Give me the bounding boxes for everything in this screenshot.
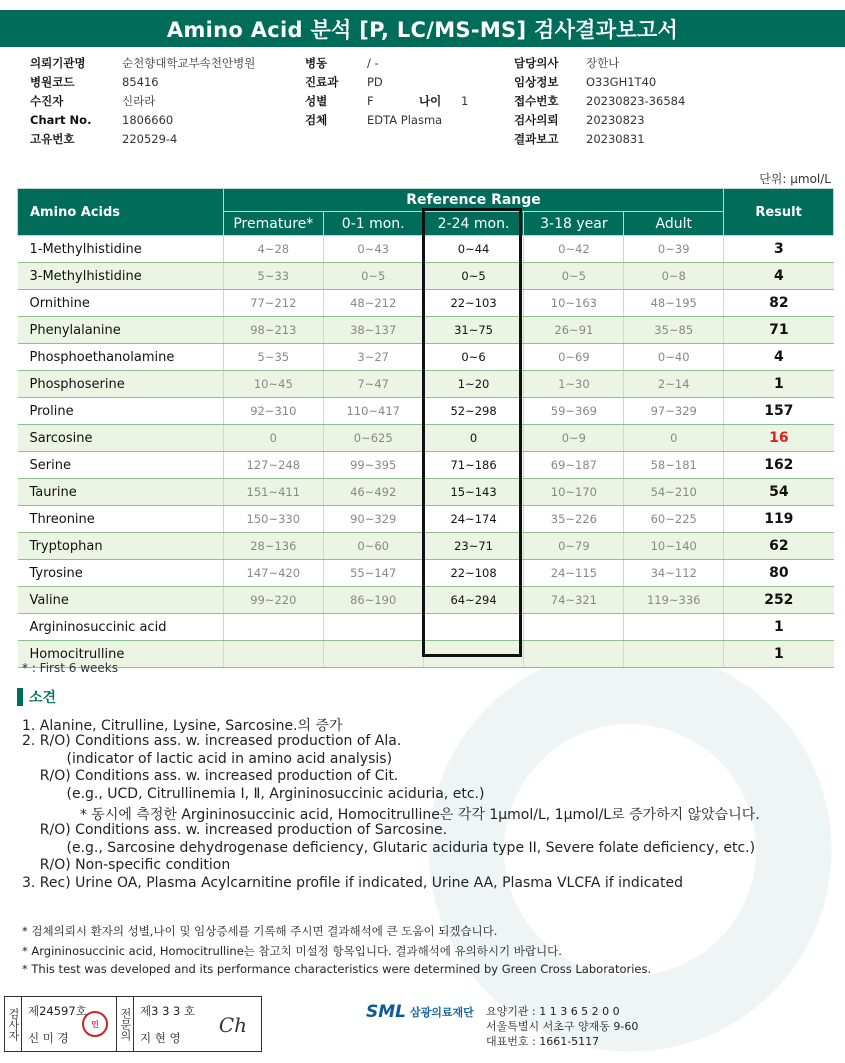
result-cell: 16 bbox=[724, 425, 834, 452]
section-title: 소견 bbox=[29, 690, 57, 706]
org-line: 서울특별시 서초구 양재동 9-60 bbox=[486, 1020, 639, 1033]
table-row bbox=[18, 533, 834, 560]
org-logo bbox=[366, 1002, 474, 1022]
table-row bbox=[18, 560, 834, 587]
reference-range-cell: 48~212 bbox=[323, 290, 423, 317]
note-line: 1. Alanine, Citrulline, Lysine, Sarcosine.의 증가 bbox=[22, 718, 343, 734]
reference-range-cell: 22~108 bbox=[423, 560, 524, 587]
note-line: R/O) Conditions ass. w. increased production of Sarcosine. bbox=[22, 821, 448, 838]
reference-range-cell: 0 bbox=[223, 425, 323, 452]
reference-range-cell: 69~187 bbox=[524, 452, 624, 479]
reference-range-cell: 0~5 bbox=[524, 263, 624, 290]
reference-range-cell: 3~27 bbox=[323, 344, 423, 371]
reference-range-cell: 52~298 bbox=[423, 398, 524, 425]
label: 검체 bbox=[305, 113, 328, 127]
reference-range-cell: 0~8 bbox=[624, 263, 724, 290]
value: 20230823 bbox=[586, 113, 645, 127]
footer-note-line: * 검체의뢰시 환자의 성별,나이 및 임상증세를 기록해 주시면 결과해석에 큰 도움이 되겠습니다. bbox=[22, 924, 498, 938]
value: 20230831 bbox=[586, 132, 645, 146]
amino-acid-name: Tryptophan bbox=[18, 533, 224, 560]
reference-range-cell: 55~147 bbox=[323, 560, 423, 587]
note-line: (e.g., UCD, Citrullinemia Ⅰ, Ⅱ, Argininosuccinic aciduria, etc.) bbox=[22, 786, 485, 803]
reference-range-cell: 15~143 bbox=[423, 479, 524, 506]
reference-range-cell: 0~39 bbox=[624, 236, 724, 263]
value: 85416 bbox=[122, 75, 159, 89]
patient-info-col3 bbox=[514, 55, 685, 150]
age-label: 나이 bbox=[419, 94, 442, 108]
examiner-id: 제24597호 bbox=[28, 1003, 87, 1018]
reference-range-cell: 71~186 bbox=[423, 452, 524, 479]
reference-range-cell: 5~33 bbox=[223, 263, 323, 290]
value: 순천향대학교부속천안병원 bbox=[122, 56, 256, 70]
result-cell: 62 bbox=[724, 533, 834, 560]
reference-range-cell: 127~248 bbox=[223, 452, 323, 479]
note-line: (indicator of lactic acid in amino acid analysis) bbox=[22, 750, 393, 767]
value: PD bbox=[367, 75, 383, 89]
table-row bbox=[18, 452, 834, 479]
reference-range-cell: 77~212 bbox=[223, 290, 323, 317]
result-cell: 162 bbox=[724, 452, 834, 479]
reference-range-cell: 64~294 bbox=[423, 587, 524, 614]
patient-info-col2 bbox=[305, 55, 468, 131]
reference-range-cell: 10~45 bbox=[223, 371, 323, 398]
result-cell: 252 bbox=[724, 587, 834, 614]
label: 진료과 bbox=[305, 75, 339, 89]
footer-notes bbox=[22, 923, 651, 982]
reference-range-cell bbox=[624, 641, 724, 668]
reference-range-cell: 54~210 bbox=[624, 479, 724, 506]
note-line: 2. R/O) Conditions ass. w. increased production of Ala. bbox=[22, 732, 402, 749]
logo-mark: SML bbox=[366, 1002, 406, 1022]
result-cell: 157 bbox=[724, 398, 834, 425]
reference-range-cell: 35~85 bbox=[624, 317, 724, 344]
note-line: R/O) Conditions ass. w. increased production of Cit. bbox=[22, 768, 399, 785]
value: 20230823-36584 bbox=[586, 94, 686, 108]
reference-range-cell: 4~28 bbox=[223, 236, 323, 263]
reference-range-cell: 1~20 bbox=[423, 371, 524, 398]
report-title: Amino Acid 분석 [P, LC/MS-MS] 검사결과보고서 bbox=[0, 10, 845, 47]
col-amino-acids: Amino Acids bbox=[18, 189, 224, 236]
result-cell: 80 bbox=[724, 560, 834, 587]
reference-range-cell: 99~220 bbox=[223, 587, 323, 614]
amino-acid-name: Tyrosine bbox=[18, 560, 224, 587]
reference-range-cell bbox=[223, 641, 323, 668]
value: O33GH1T40 bbox=[586, 75, 657, 89]
interpretation-notes bbox=[22, 715, 760, 893]
reference-range-cell: 97~329 bbox=[624, 398, 724, 425]
amino-acid-name: Serine bbox=[18, 452, 224, 479]
unit-label: 단위: μmol/L bbox=[759, 172, 831, 186]
result-cell: 1 bbox=[724, 641, 834, 668]
reference-range-cell: 90~329 bbox=[323, 506, 423, 533]
label: 임상정보 bbox=[514, 75, 559, 89]
reference-range-cell: 119~336 bbox=[624, 587, 724, 614]
col-result: Result bbox=[724, 189, 834, 236]
reference-range-cell: 10~140 bbox=[624, 533, 724, 560]
table-row bbox=[18, 317, 834, 344]
table-row bbox=[18, 614, 834, 641]
value: / - bbox=[367, 56, 379, 70]
amino-acid-name: Phosphoethanolamine bbox=[18, 344, 224, 371]
specialist-cell bbox=[134, 997, 261, 1051]
result-cell: 4 bbox=[724, 263, 834, 290]
reference-range-cell: 110~417 bbox=[323, 398, 423, 425]
result-cell: 1 bbox=[724, 614, 834, 641]
amino-acid-name: Sarcosine bbox=[18, 425, 224, 452]
reference-range-cell: 98~213 bbox=[223, 317, 323, 344]
table-row bbox=[18, 398, 834, 425]
seal-icon: 인 bbox=[82, 1011, 108, 1037]
label: 성별 bbox=[305, 94, 328, 108]
org-line: 요양기관 : 1 1 3 6 5 2 0 0 bbox=[486, 1005, 620, 1018]
label: 병원코드 bbox=[30, 75, 75, 89]
value: 신라라 bbox=[122, 94, 156, 108]
reference-range-cell: 0~40 bbox=[624, 344, 724, 371]
amino-acid-name: Threonine bbox=[18, 506, 224, 533]
label: 고유번호 bbox=[30, 132, 75, 146]
table-row bbox=[18, 641, 834, 668]
reference-range-cell: 5~35 bbox=[223, 344, 323, 371]
sub-header: Premature* bbox=[223, 212, 323, 236]
label: 결과보고 bbox=[514, 132, 559, 146]
signature-area bbox=[0, 996, 845, 1056]
amino-acid-name: Taurine bbox=[18, 479, 224, 506]
reference-range-cell: 0~625 bbox=[323, 425, 423, 452]
reference-range-cell: 34~112 bbox=[624, 560, 724, 587]
reference-range-cell bbox=[323, 641, 423, 668]
reference-range-cell: 0~5 bbox=[423, 263, 524, 290]
sub-header: 0-1 mon. bbox=[323, 212, 423, 236]
reference-range-cell: 24~174 bbox=[423, 506, 524, 533]
label: 접수번호 bbox=[514, 94, 559, 108]
specialist-id: 제3 3 3 호 bbox=[140, 1003, 196, 1018]
table-row bbox=[18, 506, 834, 533]
reference-range-cell: 151~411 bbox=[223, 479, 323, 506]
reference-range-cell: 1~30 bbox=[524, 371, 624, 398]
label: 병동 bbox=[305, 56, 328, 70]
reference-range-cell: 150~330 bbox=[223, 506, 323, 533]
amino-acid-name: Phosphoserine bbox=[18, 371, 224, 398]
amino-acid-name: Valine bbox=[18, 587, 224, 614]
reference-range-cell: 48~195 bbox=[624, 290, 724, 317]
reference-range-cell: 74~321 bbox=[524, 587, 624, 614]
org-info bbox=[486, 1004, 638, 1049]
reference-range-cell: 92~310 bbox=[223, 398, 323, 425]
patient-info-col1 bbox=[30, 55, 255, 150]
table-row bbox=[18, 290, 834, 317]
specialist-name: 지 현 영 bbox=[140, 1030, 181, 1045]
reference-range-cell: 0~6 bbox=[423, 344, 524, 371]
label: 의뢰기관명 bbox=[30, 56, 86, 70]
reference-range-cell: 28~136 bbox=[223, 533, 323, 560]
table-row bbox=[18, 344, 834, 371]
examiner-cell bbox=[22, 997, 117, 1051]
note-line: (e.g., Sarcosine dehydrogenase deficiency, Glutaric aciduria type II, Severe folate deficiency, etc.) bbox=[22, 839, 756, 856]
signature-mark: Ch bbox=[218, 1013, 247, 1037]
examiner-name: 신 미 경 bbox=[28, 1030, 69, 1045]
value: F bbox=[367, 94, 374, 108]
amino-acid-name: Proline bbox=[18, 398, 224, 425]
reference-range-cell: 10~163 bbox=[524, 290, 624, 317]
reference-range-cell: 58~181 bbox=[624, 452, 724, 479]
reference-range-cell: 86~190 bbox=[323, 587, 423, 614]
reference-range-cell bbox=[524, 641, 624, 668]
reference-range-cell: 0~44 bbox=[423, 236, 524, 263]
note-line: * 동시에 측정한 Argininosuccinic acid, Homocitrulline은 각각 1μmol/L, 1μmol/L로 증가하지 않았습니다. bbox=[22, 806, 760, 823]
footer-note-line: * Argininosuccinic acid, Homocitrulline는 참고치 미설정 항목입니다. 결과해석에 유의하시기 바랍니다. bbox=[22, 943, 562, 958]
reference-range-cell: 35~226 bbox=[524, 506, 624, 533]
value: 1806660 bbox=[122, 113, 174, 127]
value: 220529-4 bbox=[122, 132, 178, 146]
value: EDTA Plasma bbox=[367, 113, 443, 127]
section-bar bbox=[17, 688, 23, 706]
label: 수진자 bbox=[30, 94, 64, 108]
reference-range-cell: 22~103 bbox=[423, 290, 524, 317]
reference-range-cell: 46~492 bbox=[323, 479, 423, 506]
age-value: 1 bbox=[461, 94, 469, 108]
amino-acid-name: 1-Methylhistidine bbox=[18, 236, 224, 263]
reference-range-cell: 147~420 bbox=[223, 560, 323, 587]
reference-range-cell bbox=[624, 614, 724, 641]
reference-range-cell: 0~79 bbox=[524, 533, 624, 560]
specialist-label: 전문의 bbox=[117, 997, 134, 1051]
reference-range-cell bbox=[223, 614, 323, 641]
table-row bbox=[18, 371, 834, 398]
result-cell: 119 bbox=[724, 506, 834, 533]
sub-header: 3-18 year bbox=[524, 212, 624, 236]
result-cell: 54 bbox=[724, 479, 834, 506]
amino-acid-name: 3-Methylhistidine bbox=[18, 263, 224, 290]
examiner-label: 검사자 bbox=[5, 997, 22, 1051]
amino-acid-table bbox=[17, 188, 834, 668]
result-cell: 3 bbox=[724, 236, 834, 263]
amino-acid-name: Phenylalanine bbox=[18, 317, 224, 344]
footer-note-line: * This test was developed and its performance characteristics were determined by Green Cross Laboratories. bbox=[22, 962, 652, 976]
amino-acid-name: Argininosuccinic acid bbox=[18, 614, 224, 641]
reference-range-cell: 10~170 bbox=[524, 479, 624, 506]
reference-range-cell: 99~395 bbox=[323, 452, 423, 479]
reference-range-cell: 59~369 bbox=[524, 398, 624, 425]
reference-range-cell bbox=[423, 641, 524, 668]
reference-range-cell: 0 bbox=[423, 425, 524, 452]
reference-range-cell: 24~115 bbox=[524, 560, 624, 587]
sub-header: Adult bbox=[624, 212, 724, 236]
table-row bbox=[18, 263, 834, 290]
reference-range-cell: 31~75 bbox=[423, 317, 524, 344]
reference-range-cell: 0~60 bbox=[323, 533, 423, 560]
label: 담당의사 bbox=[514, 56, 559, 70]
result-cell: 71 bbox=[724, 317, 834, 344]
org-line: 대표번호 : 1661-5117 bbox=[486, 1035, 600, 1048]
result-cell: 1 bbox=[724, 371, 834, 398]
sub-header: 2-24 mon. bbox=[423, 212, 524, 236]
value: 장한나 bbox=[586, 56, 620, 70]
label: 검사의뢰 bbox=[514, 113, 559, 127]
premature-footnote: * : First 6 weeks bbox=[22, 661, 118, 675]
reference-range-cell: 0 bbox=[624, 425, 724, 452]
reference-range-cell: 0~42 bbox=[524, 236, 624, 263]
reference-range-cell: 0~43 bbox=[323, 236, 423, 263]
label: Chart No. bbox=[30, 113, 92, 127]
note-line: 3. Rec) Urine OA, Plasma Acylcarnitine profile if indicated, Urine AA, Plasma VLCFA if indicated bbox=[22, 875, 683, 892]
table-row bbox=[18, 425, 834, 452]
reference-range-cell: 26~91 bbox=[524, 317, 624, 344]
reference-range-cell bbox=[423, 614, 524, 641]
table-row bbox=[18, 236, 834, 263]
reference-range-cell bbox=[323, 614, 423, 641]
reference-range-cell: 23~71 bbox=[423, 533, 524, 560]
reference-range-cell: 7~47 bbox=[323, 371, 423, 398]
table-row bbox=[18, 587, 834, 614]
section-header bbox=[17, 687, 56, 707]
reference-range-cell: 0~9 bbox=[524, 425, 624, 452]
result-cell: 4 bbox=[724, 344, 834, 371]
amino-acid-name: Homocitrulline bbox=[18, 641, 224, 668]
reference-range-cell: 0~5 bbox=[323, 263, 423, 290]
table-row bbox=[18, 479, 834, 506]
logo-name: 삼광의료재단 bbox=[410, 1006, 474, 1019]
result-cell: 82 bbox=[724, 290, 834, 317]
reference-range-cell: 60~225 bbox=[624, 506, 724, 533]
col-reference-range: Reference Range bbox=[223, 189, 723, 212]
note-line: R/O) Non-specific condition bbox=[22, 857, 231, 874]
reference-range-cell bbox=[524, 614, 624, 641]
amino-acid-name: Ornithine bbox=[18, 290, 224, 317]
signature-box bbox=[4, 996, 262, 1052]
reference-range-cell: 38~137 bbox=[323, 317, 423, 344]
reference-range-cell: 2~14 bbox=[624, 371, 724, 398]
reference-range-cell: 0~69 bbox=[524, 344, 624, 371]
